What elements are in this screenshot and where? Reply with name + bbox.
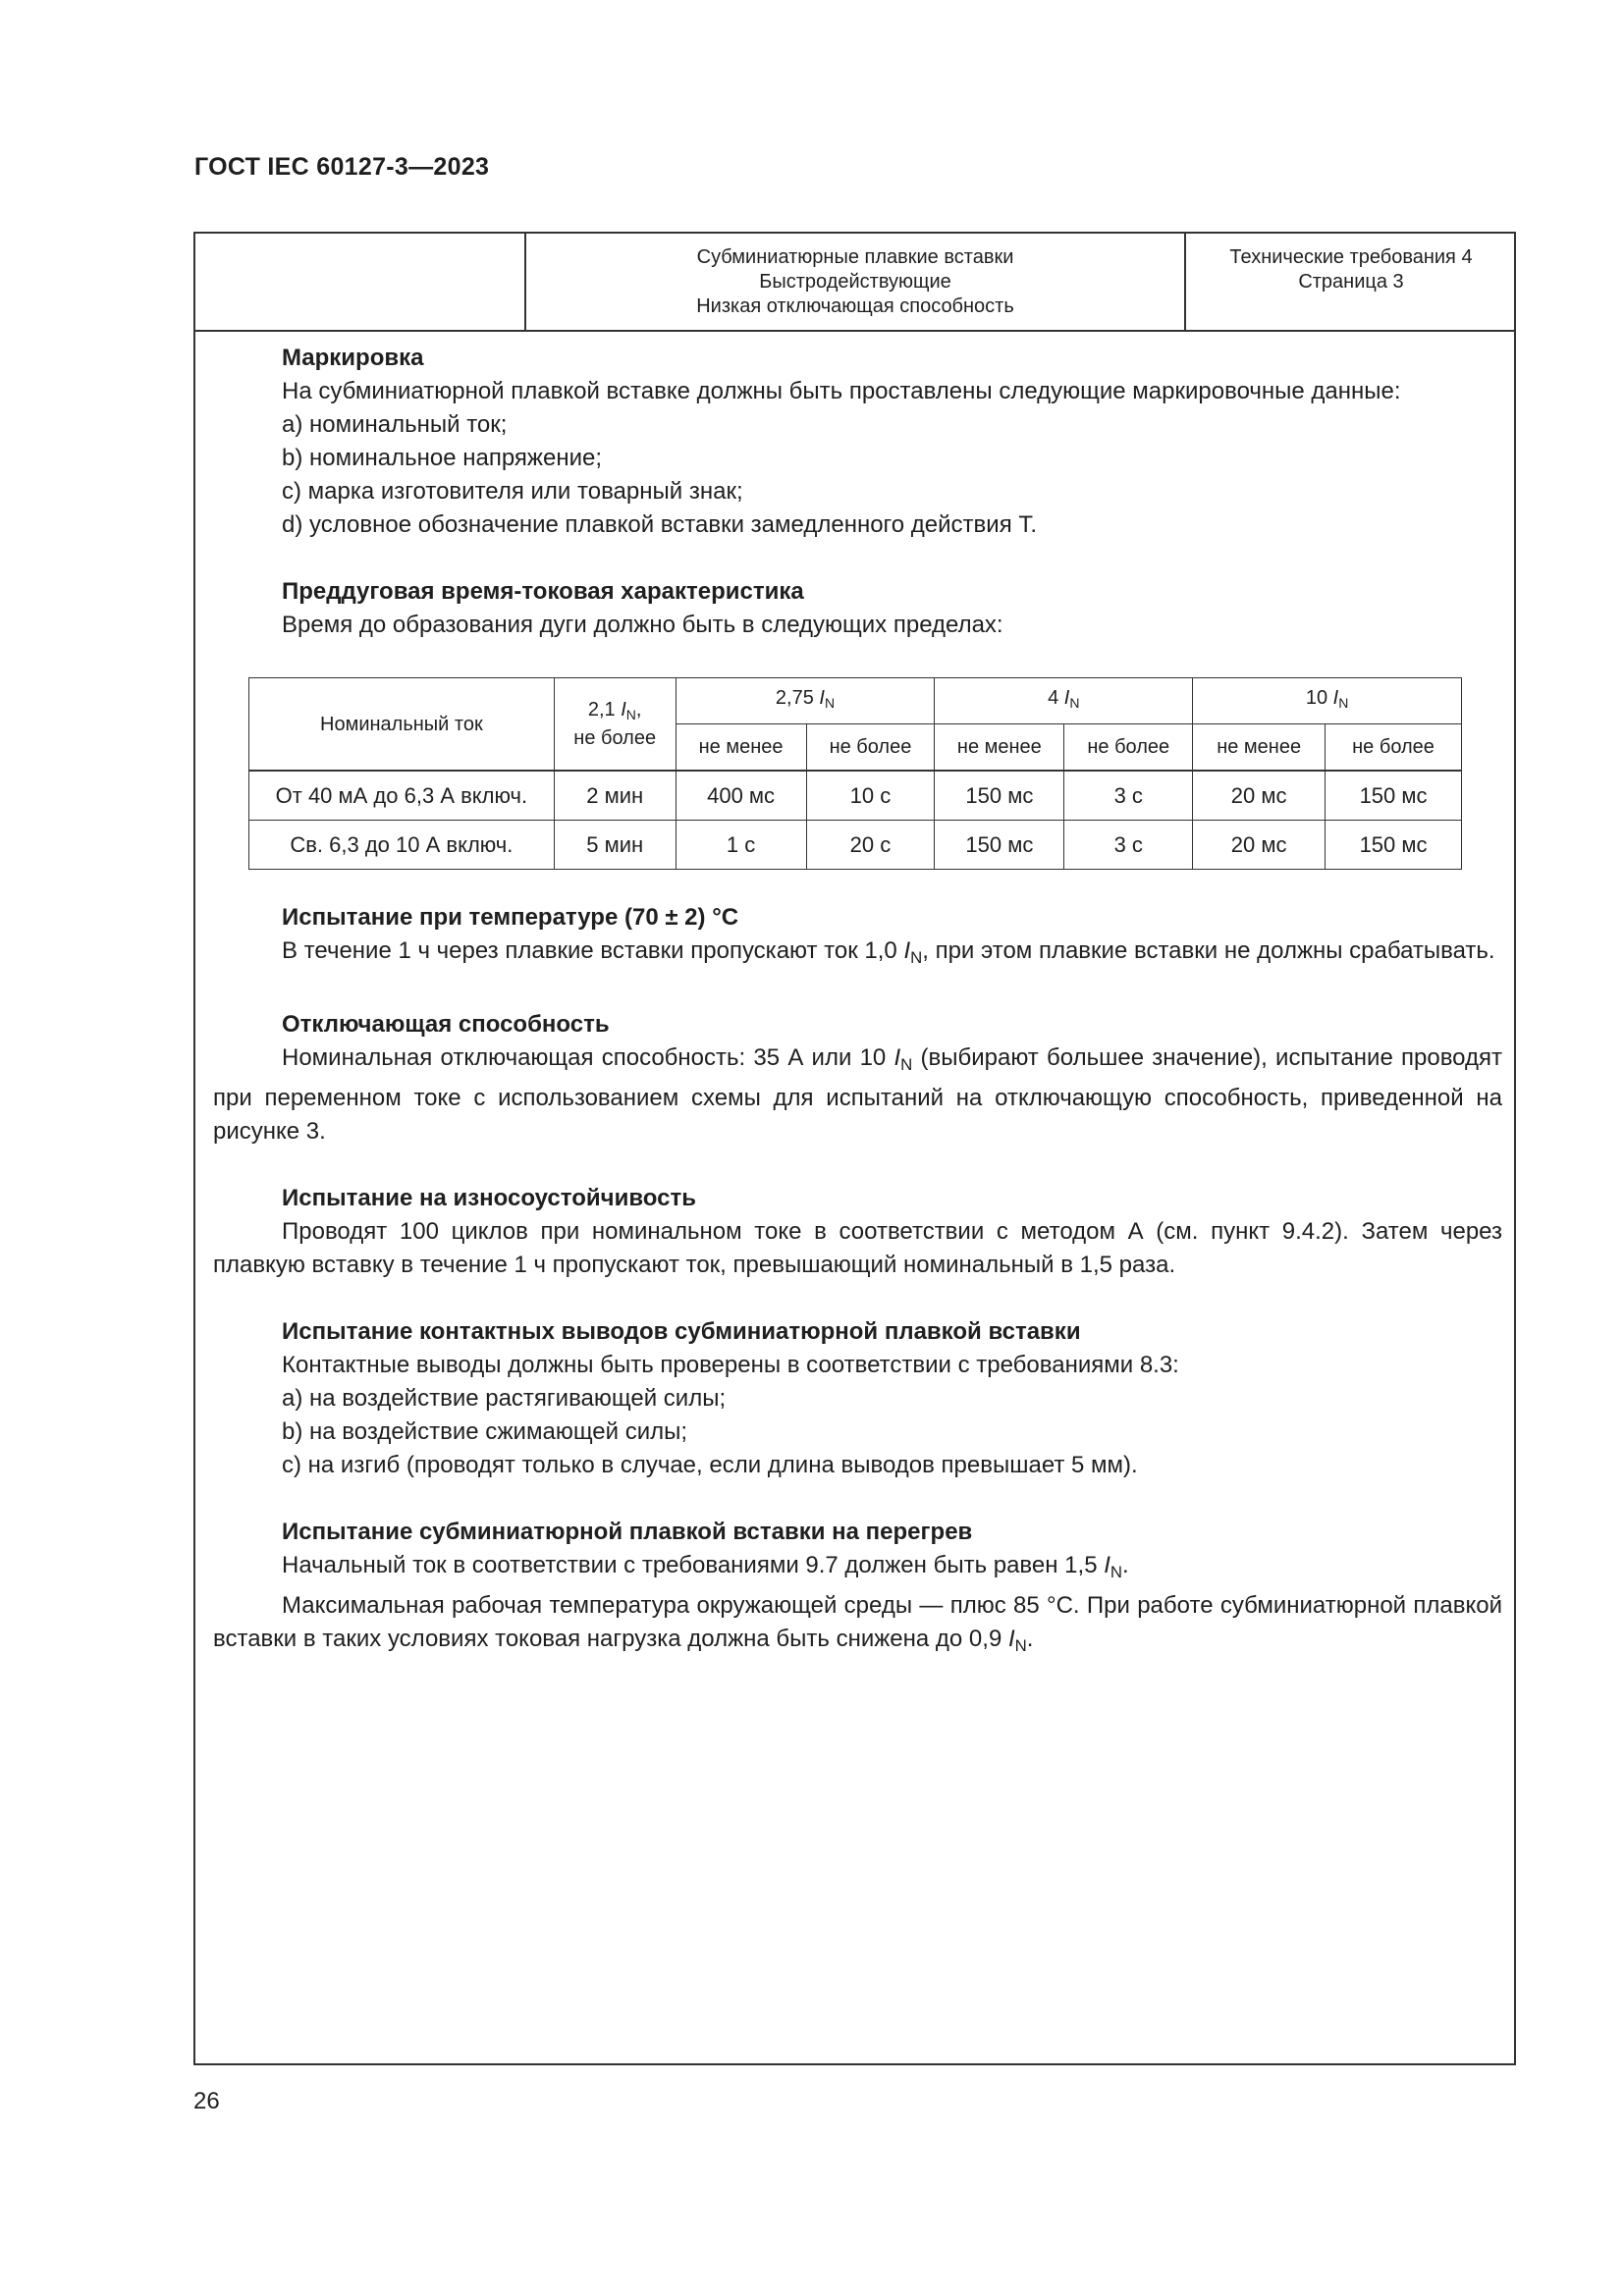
current-subscript: N	[824, 695, 836, 712]
current-symbol: I	[1104, 1552, 1110, 1579]
current-symbol: I	[1332, 687, 1339, 710]
table-header-comma: ,	[635, 698, 642, 721]
table-header-10-in	[1193, 678, 1462, 724]
text-fragment: В течение 1 ч через плавкие вставки пропускают ток 1,0	[282, 937, 897, 964]
table-header-max: не более	[806, 724, 935, 772]
table-cell: 5 мин	[554, 821, 676, 870]
paragraph: На субминиатюрной плавкой вставке должны быть проставлены следующие маркировочные данные:	[282, 378, 1401, 404]
table-cell: 150 мс	[1326, 821, 1462, 870]
paragraph: Время до образования дуги должно быть в следующих пределах:	[282, 612, 1003, 638]
table-header-max: не более	[1064, 724, 1193, 772]
list-item: d) условное обозначение плавкой вставки замедленного действия Т.	[282, 511, 1038, 538]
table-cell: 150 мс	[935, 821, 1064, 870]
table-header-multiplier: 2,1	[587, 698, 616, 721]
list-item: b) на воздействие сжимающей силы;	[282, 1418, 688, 1446]
table-header-2-1-in	[554, 678, 676, 772]
table-cell: От 40 мА до 6,3 А включ.	[249, 771, 555, 821]
table-cell: 20 мс	[1193, 821, 1326, 870]
table-cell: 20 с	[806, 821, 935, 870]
frame-header	[195, 234, 1514, 332]
table-header-multiplier: 10	[1305, 687, 1328, 710]
section-title: Испытание субминиатюрной плавкой вставки на перегрев	[282, 1519, 973, 1546]
text-fragment: .	[1122, 1552, 1129, 1579]
current-symbol: I	[819, 687, 825, 710]
frame-content	[213, 342, 1502, 1663]
current-subscript: N	[1110, 1563, 1123, 1582]
table-header-max: не более	[1326, 724, 1462, 772]
table-row	[249, 821, 1462, 870]
section-title: Маркировка	[282, 345, 424, 371]
current-subscript: N	[1014, 1636, 1027, 1656]
current-symbol: I	[621, 698, 626, 721]
table-cell: 20 мс	[1193, 771, 1326, 821]
table-cell: Св. 6,3 до 10 А включ.	[249, 821, 555, 870]
current-subscript: N	[1338, 695, 1349, 712]
table-header-multiplier: 4	[1048, 687, 1059, 710]
text-fragment: Начальный ток в соответствии с требованиями 9.7 должен быть равен 1,5	[282, 1552, 1098, 1579]
list-item: c) марка изготовителя или товарный знак;	[282, 478, 743, 505]
table-header-multiplier: 2,75	[775, 687, 814, 710]
current-symbol: I	[893, 1044, 901, 1072]
header-spec-line: Страница 3	[1298, 271, 1404, 293]
header-cell-spec	[1186, 234, 1516, 330]
text-fragment: Максимальная рабочая температура окружающей среды — плюс 85 °С. При работе субминиатюрной плавкой вставки в таких условиях токовая нагрузка должна быть снижена до 0,9	[213, 1592, 1502, 1653]
content-frame	[193, 232, 1516, 2065]
header-spec-line: Технические требования 4	[1229, 246, 1473, 268]
table-row	[249, 771, 1462, 821]
document-code: ГОСТ IEC 60127-3—2023	[194, 153, 490, 181]
header-title-line: Субминиатюрные плавкие вставки	[696, 246, 1014, 268]
table-cell: 150 мс	[935, 771, 1064, 821]
table-cell: 10 с	[806, 771, 935, 821]
table-header-min: не менее	[676, 724, 806, 772]
text-fragment: , при этом плавкие вставки не должны срабатывать.	[922, 937, 1495, 964]
text-fragment: .	[1026, 1626, 1034, 1653]
header-title-line: Быстродействующие	[759, 271, 951, 293]
table-header-rated-current: Номинальный ток	[249, 678, 555, 772]
table-cell: 3 с	[1064, 821, 1193, 870]
list-item: a) на воздействие растягивающей силы;	[282, 1385, 727, 1413]
paragraph	[213, 1041, 1502, 1148]
table-header-4-in	[935, 678, 1193, 724]
paragraph: Контактные выводы должны быть проверены в соответствии с требованиями 8.3:	[282, 1352, 1179, 1379]
page-number: 26	[193, 2088, 220, 2114]
paragraph	[213, 1549, 1502, 1589]
table-header-note: не более	[573, 727, 657, 750]
list-item: a) номинальный ток;	[282, 411, 508, 438]
current-symbol: I	[1063, 687, 1070, 710]
table-cell: 150 мс	[1326, 771, 1462, 821]
text-fragment: (выбирают большее значение), испытание проводят при переменном токе с использованием схемы для испытаний на отключающую способность, приведенной на рисунке 3.	[213, 1044, 1502, 1146]
list-item: c) на изгиб (проводят только в случае, если длина выводов превышает 5 мм).	[282, 1452, 1138, 1479]
table-cell: 2 мин	[554, 771, 676, 821]
time-current-table	[248, 677, 1462, 870]
table-cell: 1 с	[676, 821, 806, 870]
current-symbol: I	[1007, 1626, 1015, 1653]
section-title: Преддуговая время-токовая характеристика	[282, 578, 804, 605]
paragraph: Проводят 100 циклов при номинальном токе в соответствии с методом А (см. пункт 9.4.2). Затем через плавкую вставку в течение 1 ч пропускают ток, превышающий номинальный в 1,5 раза.	[213, 1218, 1502, 1279]
section-title: Испытание при температуре (70 ± 2) °С	[282, 904, 739, 931]
paragraph	[213, 1589, 1502, 1663]
header-cell-title	[526, 234, 1186, 330]
current-subscript: N	[910, 948, 923, 968]
section-title: Испытание на износоустойчивость	[282, 1185, 696, 1212]
paragraph	[213, 934, 1502, 975]
table-header-min: не менее	[1193, 724, 1326, 772]
current-subscript: N	[900, 1055, 913, 1075]
section-title: Отключающая способность	[282, 1011, 610, 1039]
current-subscript: N	[625, 707, 636, 723]
section-title: Испытание контактных выводов субминиатюрной плавкой вставки	[282, 1318, 1081, 1346]
table-cell: 400 мс	[676, 771, 806, 821]
table-cell: 3 с	[1064, 771, 1193, 821]
time-current-table-wrap	[248, 677, 1502, 870]
list-item: b) номинальное напряжение;	[282, 445, 602, 471]
header-title-line: Низкая отключающая способность	[696, 295, 1014, 317]
table-header-min: не менее	[935, 724, 1064, 772]
text-fragment: Номинальная отключающая способность: 35 А или 10	[282, 1044, 887, 1072]
table-header-2-75-in	[676, 678, 935, 724]
header-cell-empty	[195, 234, 526, 330]
current-symbol: I	[903, 937, 911, 964]
current-subscript: N	[1069, 695, 1080, 712]
